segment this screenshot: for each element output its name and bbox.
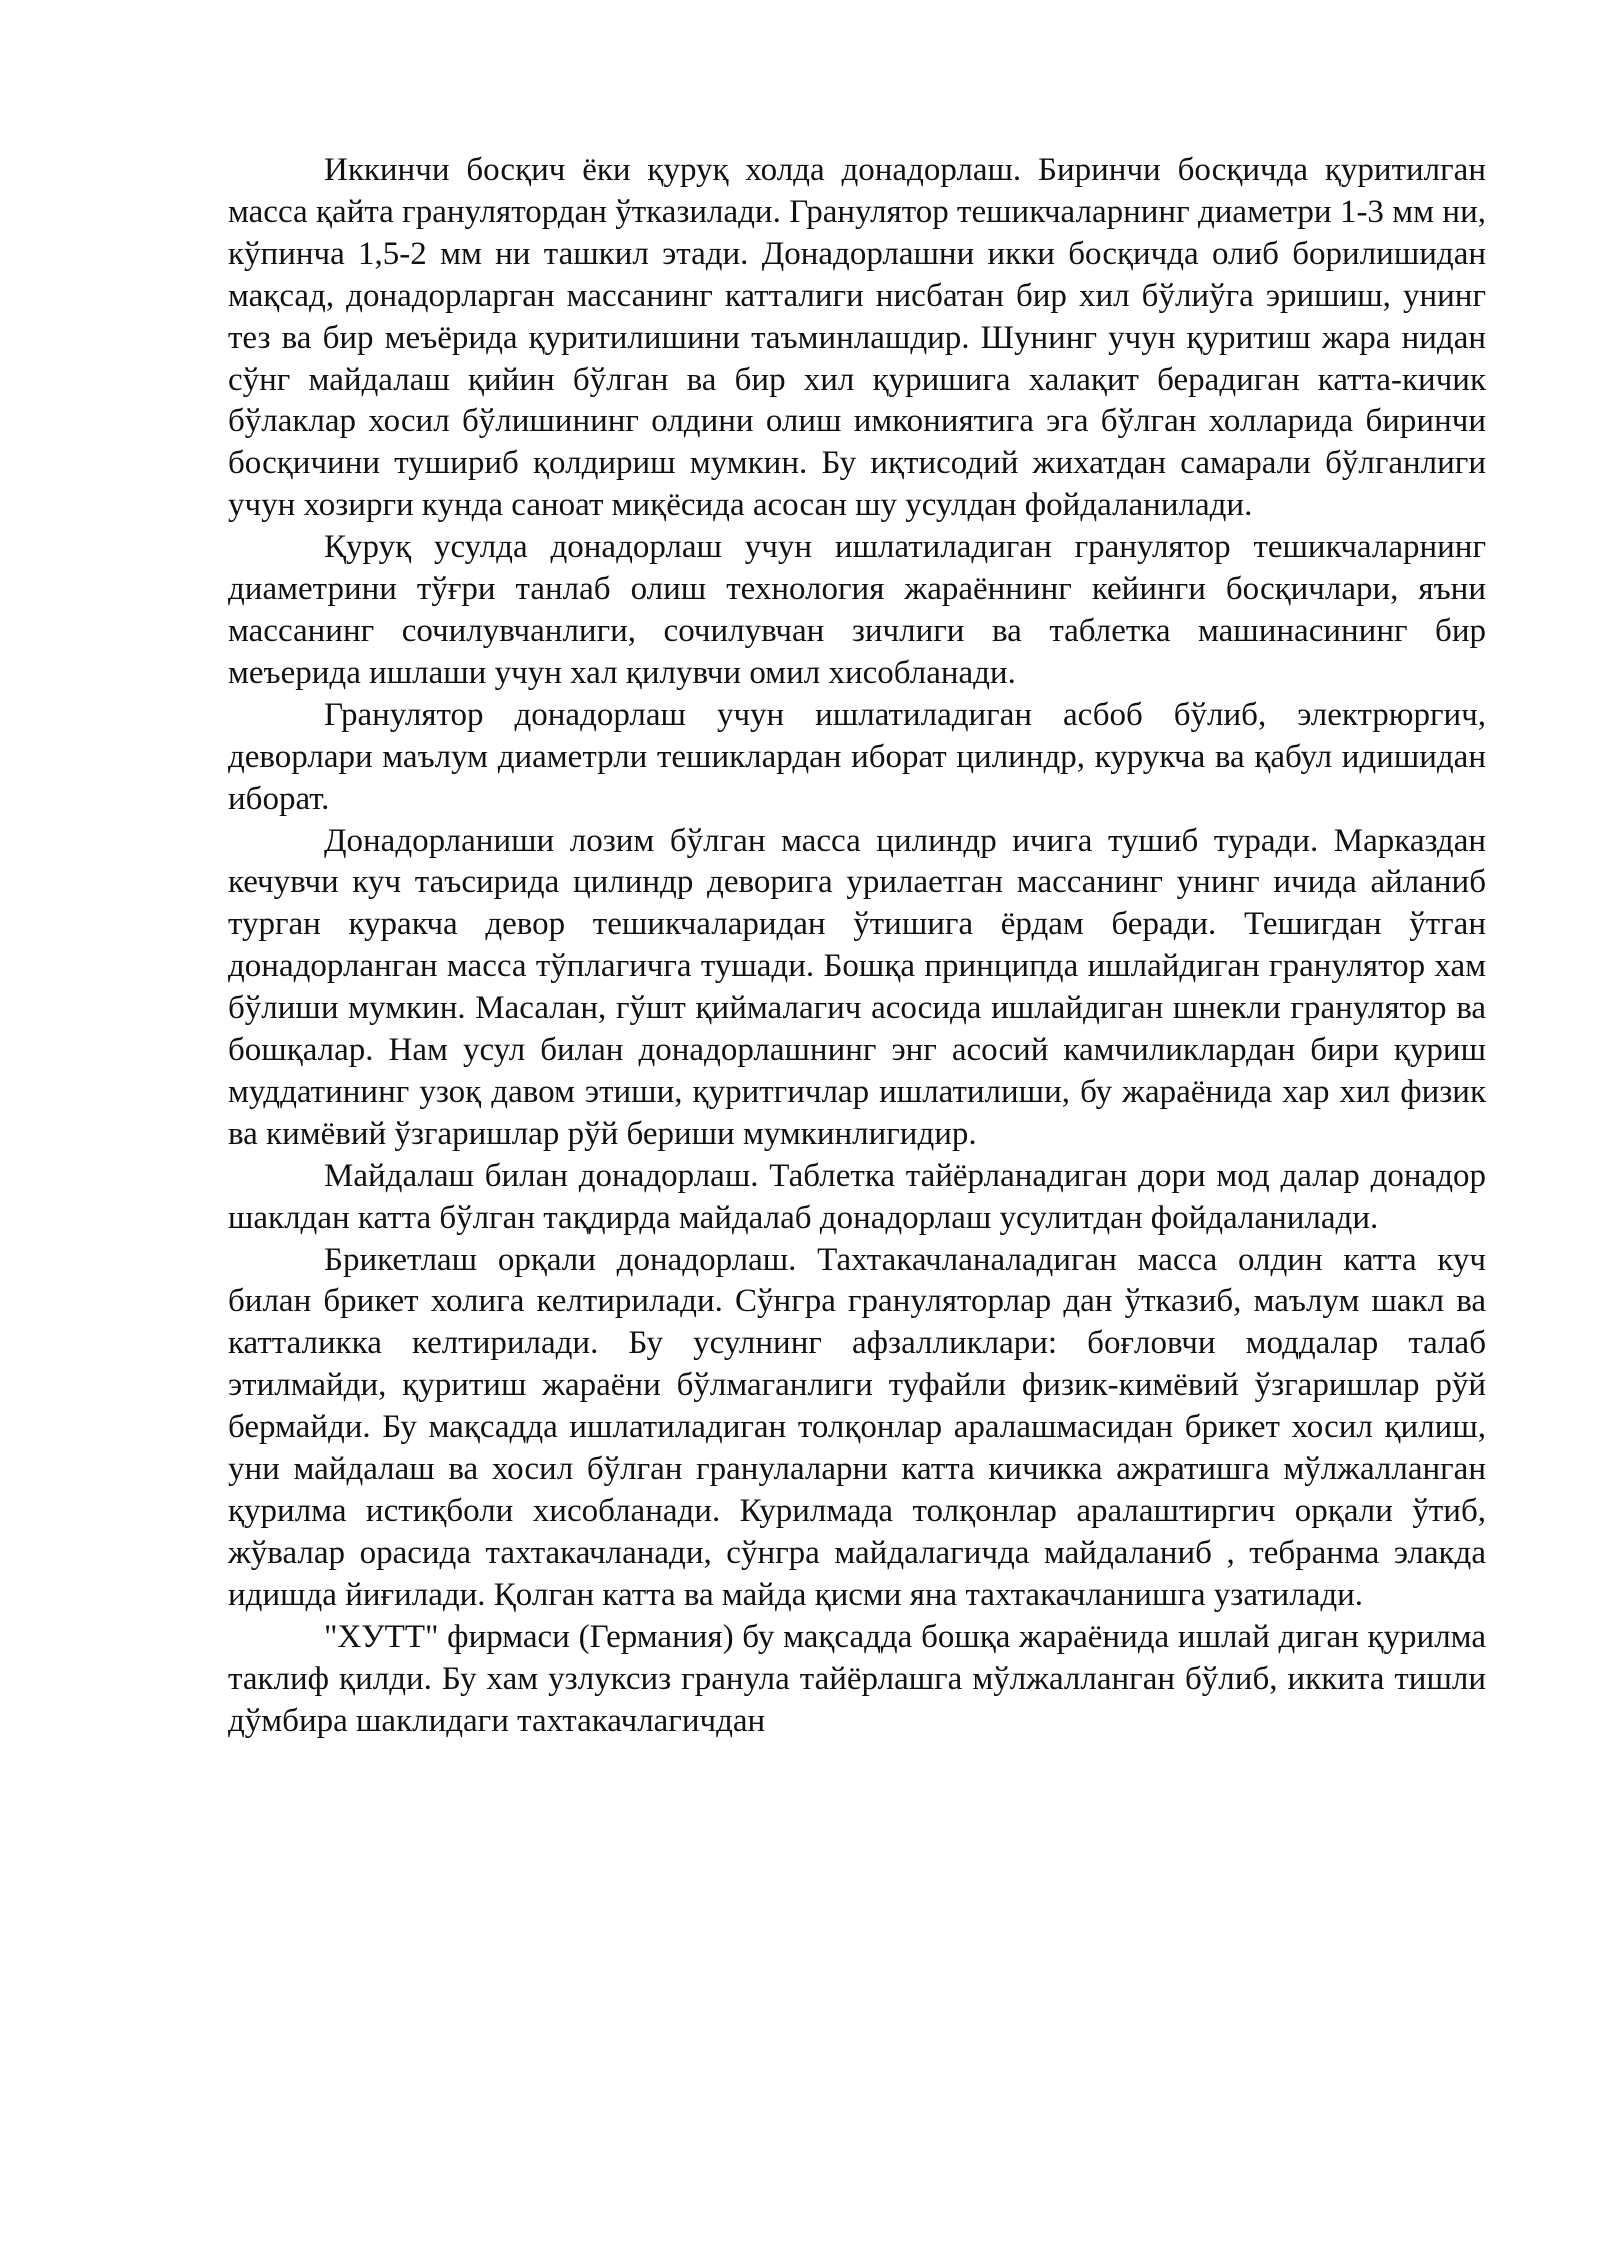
- document-page: [228, 150, 1486, 1742]
- paragraph-hutt-company: "ХУТТ" фирмаси (Германия) бу мақсадда бошқа жараёнида ишлай диган қурилма таклиф қилди. Бу хам узлуксиз гранула тайёрлашга мўлжалланган бўлиб, иккита тишли дўмбира шаклидаги тахтакачлагичдан: [228, 1618, 1486, 1739]
- paragraph-stage-two: Иккинчи босқич ёки қуруқ холда донадорлаш. Биринчи босқичда қуритилган масса қайта гранулятордан ўтказилади. Гранулятор тешикчаларнинг диаметри 1-3 мм ни, кўпинча 1,5-2 мм ни ташкил этади. Донадорлашни икки босқичда олиб борилишидан мақсад, донадорларган массанинг катталиги нисбатан бир хил бўлиўга эришиш, унинг тез ва бир меъёрида қуритилишини таъминлашдир. Шунинг учун қуритиш жара нидан сўнг майдалаш қийин бўлган ва бир хил қуришига халақит берадиган катта-кичик бўлаклар хосил бўлишининг олдини олиш имкониятига эга бўлган холларида биринчи босқичини тушириб қолдириш мумкин. Бу иқтисодий жихатдан самарали бўлганлиги учун хозирги кунда саноат миқёсида асосан шу усулдан фойдаланилади.: [228, 152, 1486, 524]
- paragraph-briquetting: Брикетлаш орқали донадорлаш. Тахтакачланаладиган масса олдин катта куч билан брикет холига келтирилади. Сўнгра грануляторлар дан ўтказиб, маълум шакл ва катталикка келтирилади. Бу усулнинг афзалликлари: боғловчи моддалар талаб этилмайди, қуритиш жараёни бўлмаганлиги туфайли физик-кимёвий ўзгаришлар рўй бермайди. Бу мақсадда ишлатиладиган толқонлар аралашмасидан брикет хосил қилиш, уни майдалаш ва хосил бўлган гранулаларни катта кичикка ажратишга мўлжалланган қурилма истиқболи хисобланади. Курилмада толқонлар аралаштиргич орқали ўтиб, жўвалар орасида тахтакачланади, сўнгра майдалагичда майдаланиб , тебранма элакда идишда йиғилади. Қолган катта ва майда қисми яна тахтакачланишга узатилади.: [228, 1241, 1486, 1613]
- paragraph-dry-method: Қуруқ усулда донадорлаш учун ишлатиладиган гранулятор тешикчаларнинг диаметрини тўғри танлаб олиш технология жараённинг кейинги босқичлари, яъни массанинг сочилувчанлиги, сочилувчан зичлиги ва таблетка машинасининг бир меъерида ишлаши учун хал қилувчи омил хисобланади.: [228, 529, 1486, 691]
- paragraph-granulation-process: Донадорланиши лозим бўлган масса цилиндр ичига тушиб туради. Марказдан кечувчи куч таъсирида цилиндр деворига урилаетган массанинг унинг ичида айланиб турган куракча девор тешикчаларидан ўтишига ёрдам беради. Тешигдан ўтган донадорланган масса тўплагичга тушади. Бошқа принципда ишлайдиган гранулятор хам бўлиши мумкин. Масалан, гўшт қиймалагич асосида ишлайдиган шнекли гранулятор ва бошқалар. Нам усул билан донадорлашнинг энг асосий камчиликлардан бири қуриш муддатининг узоқ давом этиши, қуритгичлар ишлатилиши, бу жараёнида хар хил физик ва кимёвий ўзгаришлар рўй бериши мумкинлигидир.: [228, 822, 1486, 1152]
- paragraph-granulator: Гранулятор донадорлаш учун ишлатиладиган асбоб бўлиб, электрюргич, деворлари маълум диаметрли тешиклардан иборат цилиндр, курукча ва қабул идишидан иборат.: [228, 696, 1486, 817]
- paragraph-grinding: Майдалаш билан донадорлаш. Таблетка тайёрланадиган дори мод далар донадор шаклдан катта бўлган тақдирда майдалаб донадорлаш усулитдан фойдаланилади.: [228, 1157, 1486, 1236]
